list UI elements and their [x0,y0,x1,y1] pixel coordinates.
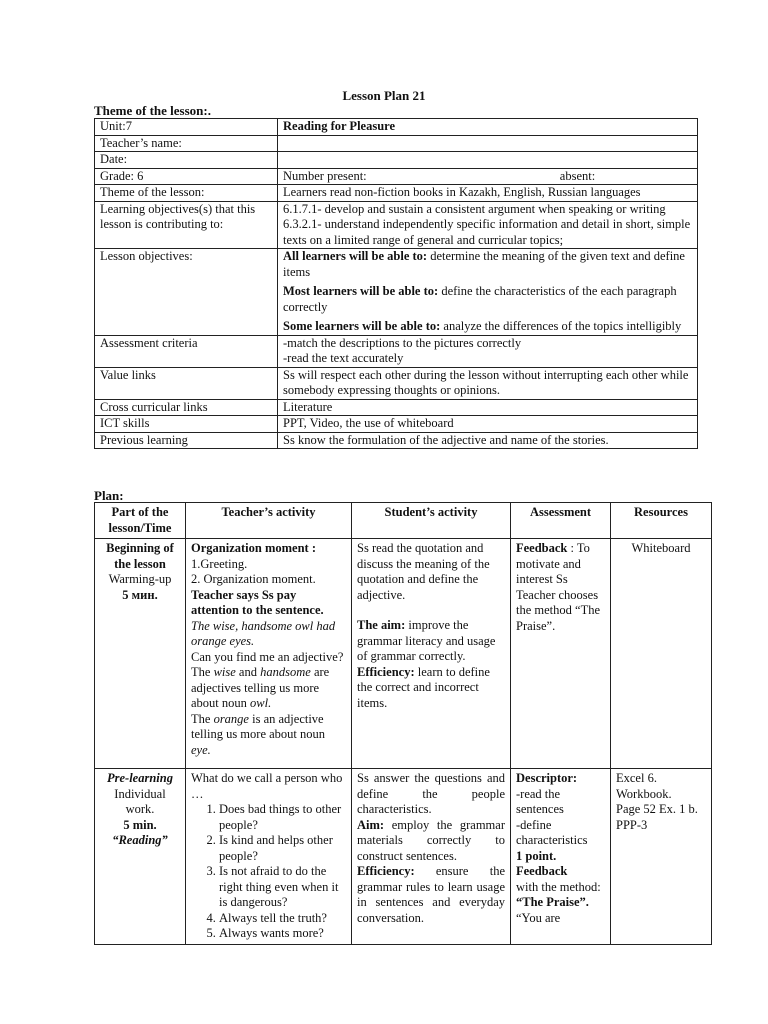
table-row [95,335,698,367]
part-cell [95,769,186,945]
table-row [95,201,698,249]
info-value [278,168,698,185]
question-item: 3. Is not afraid to do the right thing even when it is dangerous? [219,864,346,911]
info-value: Literature [278,399,698,416]
student-efficiency: Efficiency: ensure the grammar rules to learn usage in sentences and everyday conversation. [357,864,505,925]
descriptor-label: Descriptor: [516,771,578,785]
stage-time: 5 min. [123,817,157,832]
lesson-info-table [94,118,698,449]
table-row [95,185,698,202]
info-label: Cross curricular links [95,399,278,416]
header-teacher: Teacher’s activity [186,503,352,539]
stage-topic: “Reading” [112,833,168,847]
question-item: 1. Does bad things to other people? [219,802,346,833]
resource-item: PPP-3 [616,817,648,832]
student-aim: The aim: improve the grammar literacy and usage of grammar correctly. [357,618,496,663]
descriptor-line: -read the sentences [516,786,564,816]
objective-text: define the characteristics of the each paragraph correctly [283,284,677,314]
resource-item: Workbook. [616,786,672,801]
header-part: Part of the lesson/Time [95,503,186,539]
part-cell [95,539,186,769]
question-list [191,802,346,942]
info-value: Ss know the formulation of the adjective and name of the stories. [278,432,698,449]
header-assessment: Assessment [511,503,611,539]
teacher-explanation: The orange is an adjective telling us more about noun eye. [191,711,326,757]
assessment-cell [511,769,611,945]
question-item: 4. Always tell the truth? [219,911,346,927]
feedback-label: Feedback [516,541,568,555]
theme-heading: Theme of the lesson:. [94,103,211,118]
objective-text: analyze the differences of the topics intelligibly [440,319,682,333]
info-value [278,249,698,336]
descriptor-points: 1 point. [516,848,557,863]
teacher-explanation: The wise and handsome are adjectives telling us more about noun owl. [191,665,330,710]
resources-cell [611,769,712,945]
descriptor-line: -define characteristics [516,817,588,847]
stage-activity: Warming-up [108,572,172,586]
header-resources: Resources [611,503,712,539]
feedback-label: Feedback [516,864,568,878]
objective-line: 6.3.2.1- understand independently specific information and detail in short, simple texts on a limited range of general and curricular topics; [283,217,691,247]
student-text: Ss read the quotation and discuss the meaning of the quotation and define the adjective. [357,541,490,602]
plan-row [95,539,712,769]
objective-item [283,249,692,280]
teacher-cell [186,539,352,769]
plan-row [95,769,712,945]
info-label: Grade: 6 [95,168,278,185]
teacher-line: 2. Organization moment. [191,572,316,586]
question-item: 5. Always wants more? [219,926,346,942]
objective-level: All learners will be able to: [283,249,428,263]
teacher-instruction: Teacher says Ss pay attention to the sentence. [191,587,324,617]
student-aim: Aim: employ the grammar materials correctly to construct sentences. [357,817,505,863]
student-cell [352,769,511,945]
info-label: Date: [95,152,278,169]
table-row [95,399,698,416]
student-text: Ss answer the questions and define the people characteristics. [357,771,505,816]
objective-text: determine the meaning of the given text and define items [283,249,685,279]
info-label: Teacher’s name: [95,135,278,152]
stage-time: 5 мин. [122,587,158,602]
assessment-cell [511,539,611,769]
info-label: Value links [95,367,278,399]
criteria-line: -read the text accurately [283,351,404,365]
page-title: Lesson Plan 21 [342,88,426,103]
info-label: Assessment criteria [95,335,278,367]
table-row [95,416,698,433]
table-row [95,152,698,169]
info-value [278,152,698,169]
feedback-quote: “You are [516,910,561,925]
student-efficiency: Efficiency: learn to define the correct and incorrect items. [357,664,490,710]
header-student: Student’s activity [352,503,511,539]
objective-item [283,284,692,315]
objective-item [283,319,692,335]
info-value [278,135,698,152]
table-row [95,168,698,185]
teacher-question: Can you find me an adjective? [191,649,344,664]
stage-name: Beginning of the lesson [106,541,174,571]
table-row [95,135,698,152]
feedback-text: with the method: “The Praise”. [516,879,601,909]
objective-level: Most learners will be able to: [283,284,439,298]
resource-item: Page 52 Ex. 1 b. [616,802,698,816]
resource-item: Excel 6. [616,771,657,785]
info-label: Learning objectives(s) that this lesson is contributing to: [95,201,278,249]
stage-name: Pre-learning [107,771,173,785]
info-value: Learners read non-fiction books in Kazakh, English, Russian languages [278,185,698,202]
plan-header-row [95,503,712,539]
objective-line: 6.1.7.1- develop and sustain a consistent argument when speaking or writing [283,201,666,216]
criteria-line: -match the descriptions to the pictures correctly [283,335,522,350]
number-present-label: Number present: [283,168,367,183]
info-label: Lesson objectives: [95,249,278,336]
info-label: ICT skills [95,416,278,433]
info-value [278,335,698,367]
feedback-text: : To motivate and interest Ss Teacher chooses the method “The Praise”. [516,541,600,633]
table-row [95,367,698,399]
info-value [278,201,698,249]
info-value: Ss will respect each other during the lesson without interrupting each other while somebody expressing thoughts or opinions. [278,367,698,399]
objective-level: Some learners will be able to: [283,319,441,333]
table-row [95,249,698,336]
teacher-heading: Organization moment : [191,541,316,555]
plan-heading: Plan: [94,488,124,503]
info-value: PPT, Video, the use of whiteboard [278,416,698,433]
stage-activity: Individual work. [114,786,166,816]
example-sentence: The wise, handsome owl had orange eyes. [191,618,336,648]
info-value: Reading for Pleasure [278,119,698,136]
resources-cell: Whiteboard [611,539,712,769]
student-cell [352,539,511,769]
teacher-line: 1.Greeting. [191,556,248,571]
teacher-cell [186,769,352,945]
info-label: Theme of the lesson: [95,185,278,202]
table-row [95,432,698,449]
teacher-question: What do we call a person who … [191,771,343,801]
absent-label: absent: [559,168,596,183]
plan-table [94,502,712,945]
info-label: Previous learning [95,432,278,449]
table-row [95,119,698,136]
info-label: Unit:7 [95,119,278,136]
question-item: 2. Is kind and helps other people? [219,833,346,864]
